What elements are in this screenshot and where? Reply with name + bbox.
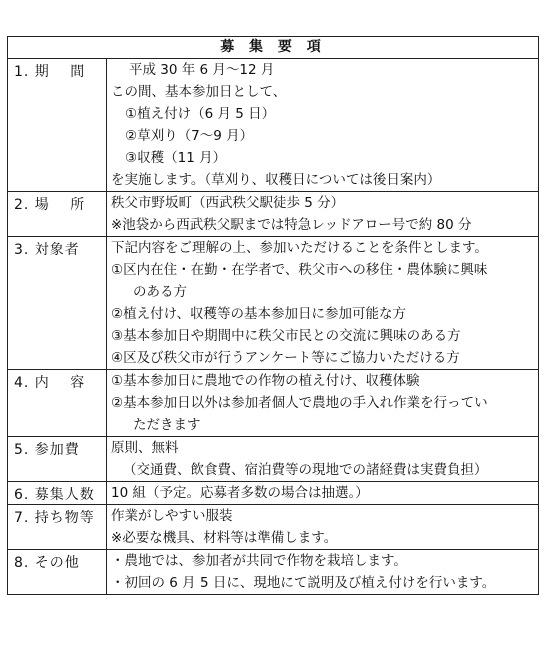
table-row xyxy=(8,59,539,192)
row-content xyxy=(107,237,539,370)
table-row xyxy=(8,550,539,595)
content-line: のある方 xyxy=(133,284,187,300)
row-content xyxy=(107,482,539,505)
table-row xyxy=(8,482,539,505)
content-line: ①植え付け（6 月 5 日） xyxy=(125,106,276,122)
content-line: ②基本参加日以外は参加者個人で農地の手入れ作業を行ってい xyxy=(111,395,488,411)
content-line: この間、基本参加日として、 xyxy=(111,84,287,100)
table-row xyxy=(8,505,539,550)
row-content xyxy=(107,550,539,595)
content-line: ①区内在住・在勤・在学者で、秩父市への移住・農体験に興味 xyxy=(111,262,488,278)
table-row xyxy=(8,192,539,237)
row-label: 6. 募集人数 xyxy=(8,482,107,505)
content-line: 秩父市野坂町（西武秩父駅徒歩 5 分） xyxy=(111,195,345,211)
content-line: 原則、無料 xyxy=(111,440,179,456)
table-row xyxy=(8,237,539,370)
content-line: 平成 30 年 6 月〜12 月 xyxy=(129,62,275,78)
table-row xyxy=(8,370,539,437)
row-label: 4. 内 容 xyxy=(8,370,107,437)
content-line: ②草刈り（7〜9 月） xyxy=(125,128,254,144)
content-line: ※池袋から西武秩父駅までは特急レッドアロー号で約 80 分 xyxy=(111,217,472,233)
content-line: （交通費、飲食費、宿泊費等の現地での諸経費は実費負担） xyxy=(123,462,488,478)
row-label: 8. その他 xyxy=(8,550,107,595)
row-content xyxy=(107,370,539,437)
content-line: 下記内容をご理解の上、参加いただけることを条件とします。 xyxy=(111,240,488,256)
row-label: 7. 持ち物等 xyxy=(8,505,107,550)
row-label: 5. 参加費 xyxy=(8,437,107,482)
content-line: ②植え付け、収穫等の基本参加日に参加可能な方 xyxy=(111,306,407,322)
recruitment-document xyxy=(7,36,538,595)
content-line: 10 組（予定。応募者多数の場合は抽選。） xyxy=(111,485,369,501)
row-content xyxy=(107,505,539,550)
content-line: 作業がしやすい服装 xyxy=(111,508,233,524)
row-content xyxy=(107,192,539,237)
content-line: ③収穫（11 月） xyxy=(125,150,227,166)
title-row xyxy=(8,37,539,59)
content-line: ③基本参加日や期間中に秩父市民との交流に興味のある方 xyxy=(111,328,461,344)
content-line: ④区及び秩父市が行うアンケート等にご協力いただける方 xyxy=(111,350,460,366)
row-label: 1. 期 間 xyxy=(8,59,107,192)
table-title: 募 集 要 項 xyxy=(8,37,539,59)
content-line: ①基本参加日に農地での作物の植え付け、収穫体験 xyxy=(111,373,420,389)
table-row xyxy=(8,437,539,482)
row-content xyxy=(107,437,539,482)
content-line: ・農地では、参加者が共同で作物を栽培します。 xyxy=(111,553,407,569)
content-line: ※必要な機具、材料等は準備します。 xyxy=(111,530,338,546)
content-line: を実施します。（草刈り、収穫日については後日案内） xyxy=(111,172,441,188)
recruitment-table xyxy=(7,36,539,595)
content-line: ・初回の 6 月 5 日に、現地にて説明及び植え付けを行います。 xyxy=(111,575,496,591)
row-label: 2. 場 所 xyxy=(8,192,107,237)
content-line: ただきます xyxy=(133,417,201,433)
row-label: 3. 対象者 xyxy=(8,237,107,370)
row-content xyxy=(107,59,539,192)
